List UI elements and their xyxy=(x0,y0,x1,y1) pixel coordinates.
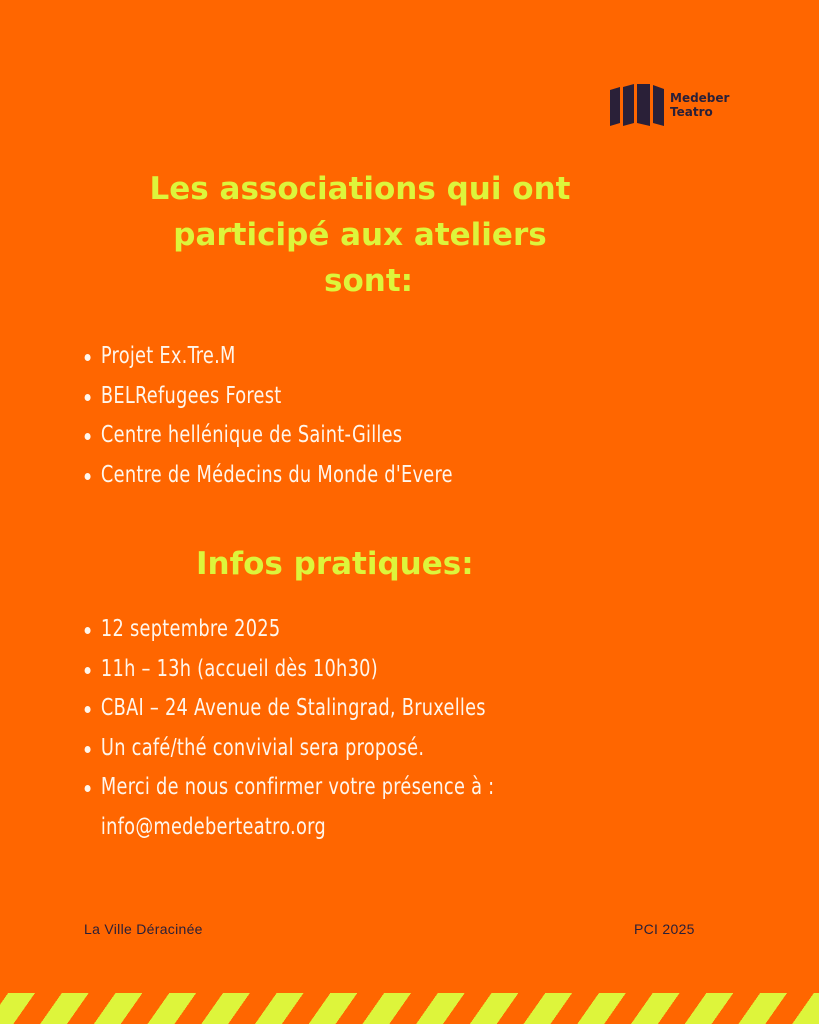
list-item-rsvp: Merci de nous confirmer votre présence à : xyxy=(82,768,494,808)
list-item-refreshments: Un café/thé convivial sera proposé. xyxy=(82,729,494,769)
heading-line-3: sont: xyxy=(324,263,414,299)
theatre-curtain-icon xyxy=(610,84,664,126)
list-item: Projet Ex.Tre.M xyxy=(82,337,453,377)
infos-list xyxy=(82,610,562,847)
list-item: Centre hellénique de Saint-Gilles xyxy=(82,416,453,456)
email-link[interactable]: info@medeberteatro.org xyxy=(100,813,326,840)
logo-line-2: Teatro xyxy=(670,105,713,119)
associations-list xyxy=(82,337,513,495)
heading-line-1: Les associations qui ont xyxy=(149,171,571,207)
list-item: Centre de Médecins du Monde d'Evere xyxy=(82,456,453,496)
logo-line-1: Medeber xyxy=(670,91,730,105)
medeber-teatro-logo xyxy=(610,82,750,128)
list-item-date: 12 septembre 2025 xyxy=(82,610,494,650)
list-item-time: 11h – 13h (accueil dès 10h30) xyxy=(82,650,494,690)
infos-title: Infos pratiques: xyxy=(196,546,474,582)
decorative-stripes xyxy=(0,993,819,1024)
associations-heading xyxy=(60,166,660,304)
heading-line-3-wrap xyxy=(60,258,660,304)
list-item-location: CBAI – 24 Avenue de Stalingrad, Bruxelles xyxy=(82,689,494,729)
footer-left-label: La Ville Déracinée xyxy=(84,921,203,937)
list-item: BELRefugees Forest xyxy=(82,377,453,417)
footer-right-label: PCI 2025 xyxy=(634,921,695,937)
logo-text xyxy=(670,91,729,119)
heading-line-2: participé aux ateliers xyxy=(173,217,547,253)
